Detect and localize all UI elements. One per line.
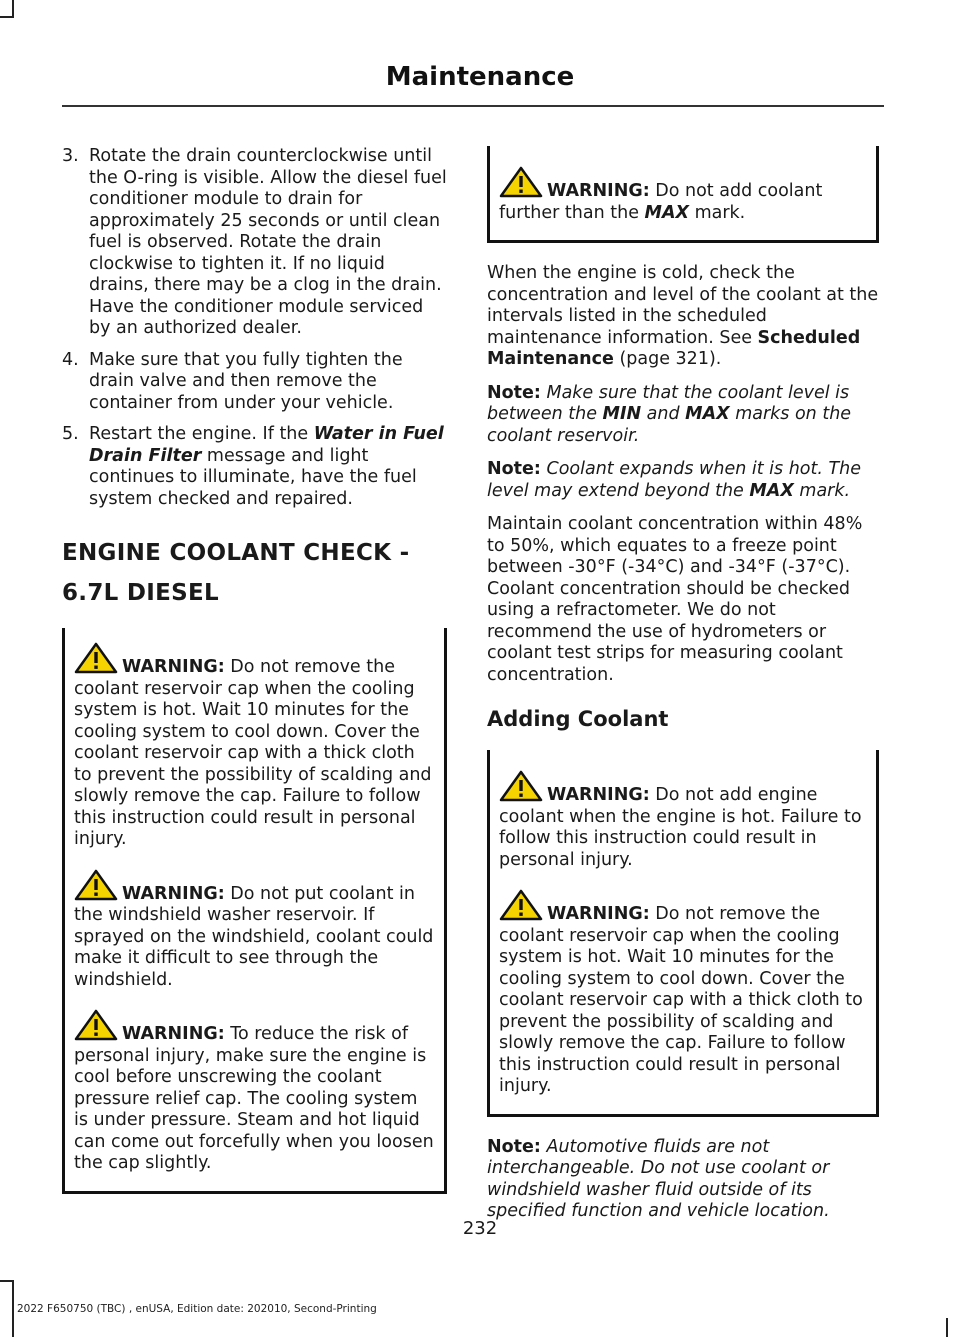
warning <box>499 889 868 1098</box>
max-mark: MAX <box>685 404 730 424</box>
warning-text: Do not add coolant further than the <box>499 181 823 223</box>
section-heading-line: ENGINE COOLANT CHECK - <box>62 540 410 566</box>
left-column <box>62 146 447 1214</box>
warning-text: Do not remove the coolant reservoir cap when the cooling system is hot. Wait 10 minutes for the cooling system to cool down. Cover the coolant reservoir cap with a thick cloth to prevent the possibility of scalding and slowly remove the cap. Failure to follow this instruction could result in personal injury. <box>499 904 863 1096</box>
section-heading-line: 6.7L DIESEL <box>62 580 220 606</box>
step-5 <box>62 424 447 510</box>
warning-text: Do not add engine coolant when the engine is hot. Failure to follow this instruction could result in personal injury. <box>499 785 862 870</box>
paragraph <box>487 263 879 371</box>
warning-triangle-icon <box>74 1009 118 1041</box>
warning-triangle-icon <box>74 869 118 901</box>
note <box>487 459 879 502</box>
warning-triangle-icon <box>499 889 543 921</box>
note-text: Coolant expands when it is hot. The level may extend beyond the <box>487 459 862 501</box>
step-text: Restart the engine. If the <box>89 424 314 444</box>
paragraph-text: When the engine is cold, check the concentration and level of the coolant at the intervals listed in the scheduled maintenance information. See <box>487 263 879 348</box>
note <box>487 1137 879 1223</box>
warning-box <box>487 146 879 243</box>
paragraph: Maintain coolant concentration within 48% to 50%, which equates to a freeze point between -30°F (-34°C) and -34°F (-37°C). Coolant concentration should be checked using a refractometer. We do not recommend the use of hydrometers or coolant test strips for measuring coolant concentration. <box>487 514 863 685</box>
step-3 <box>62 146 447 340</box>
footer-edition-info: 2022 F650750 (TBC) , enUSA, Edition date: 202010, Second-Printing <box>17 1303 377 1315</box>
note-label: Note: <box>487 459 541 479</box>
warning-label: WARNING: <box>547 785 650 805</box>
max-mark: MAX <box>749 480 794 501</box>
warning <box>74 1009 436 1175</box>
warning-text: Do not put coolant in the windshield washer reservoir. If sprayed on the windshield, coolant could make it difficult to see through the windshield. <box>74 883 434 990</box>
crop-mark <box>0 1280 14 1282</box>
warning-box <box>62 628 447 1194</box>
warning-text: mark. <box>689 202 746 223</box>
step-number: 3. <box>62 146 79 166</box>
warning-text: To reduce the risk of personal injury, make sure the engine is cool before unscrewing the coolant pressure relief cap. The cooling system is under pressure. Steam and hot liquid can come out forcefully when you loosen the cap slightly. <box>74 1024 434 1173</box>
warning-label: WARNING: <box>122 883 225 904</box>
message-name: Water in Fuel Drain Filter <box>89 424 444 466</box>
sub-heading: Adding Coolant <box>487 707 669 731</box>
note <box>487 383 879 448</box>
note-text: Make sure that the coolant level is between the <box>487 382 850 424</box>
note-text: mark. <box>793 480 851 501</box>
note-text: Automotive fluids are not interchangeable. Do not use coolant or windshield washer fluid outside of its specified function and vehicle location. <box>487 1136 830 1221</box>
page-reference: (page 321). <box>613 349 722 369</box>
step-number: 5. <box>62 424 79 444</box>
header-divider <box>62 105 884 107</box>
warning-label: WARNING: <box>122 657 225 677</box>
step-text: Rotate the drain counterclockwise until the O-ring is visible. Allow the diesel fuel conditioner module to drain for approximately 25 seconds or until clean fuel is observed. Rotate the drain clockwise to tighten it. If no liquid drains, there may be a clog in the drain. Have the conditioner module serviced by an authorized dealer. <box>89 146 447 338</box>
warning-label: WARNING: <box>547 181 650 201</box>
warning-triangle-icon <box>499 770 543 802</box>
right-column <box>487 146 879 1235</box>
warning-triangle-icon <box>499 166 543 198</box>
warning <box>74 869 436 992</box>
warning-triangle-icon <box>74 642 118 674</box>
step-number: 4. <box>62 349 79 370</box>
note-text: marks on the coolant reservoir. <box>487 404 852 446</box>
warning-label: WARNING: <box>547 904 650 924</box>
warning <box>499 770 868 871</box>
min-mark: MIN <box>602 404 642 424</box>
step-text: message and light continues to illuminate, have the fuel system checked and repaired. <box>89 445 417 509</box>
step-text: Make sure that you fully tighten the drain valve and then remove the container from under your vehicle. <box>89 349 403 413</box>
max-mark: MAX <box>644 202 689 223</box>
note-label: Note: <box>487 1136 541 1157</box>
section-heading <box>62 538 447 608</box>
note-label: Note: <box>487 382 541 403</box>
crop-mark <box>946 1318 948 1337</box>
crop-mark <box>12 1280 14 1337</box>
step-4 <box>62 350 447 415</box>
crop-mark <box>0 16 14 18</box>
cross-reference-link[interactable]: Scheduled Maintenance <box>487 327 861 369</box>
warning-text: Do not remove the coolant reservoir cap when the cooling system is hot. Wait 10 minutes for the cooling system to cool down. Cover the coolant reservoir cap with a thick cloth to prevent the possibility of scalding and slowly remove the cap. Failure to follow this instruction could result in personal injury. <box>74 657 432 849</box>
page-title: Maintenance <box>385 62 575 92</box>
warning <box>74 642 436 851</box>
warning <box>499 166 868 224</box>
warning-label: WARNING: <box>122 1024 225 1044</box>
note-text: and <box>641 404 686 424</box>
page-number: 232 <box>462 1218 498 1239</box>
warning-box <box>487 750 879 1117</box>
